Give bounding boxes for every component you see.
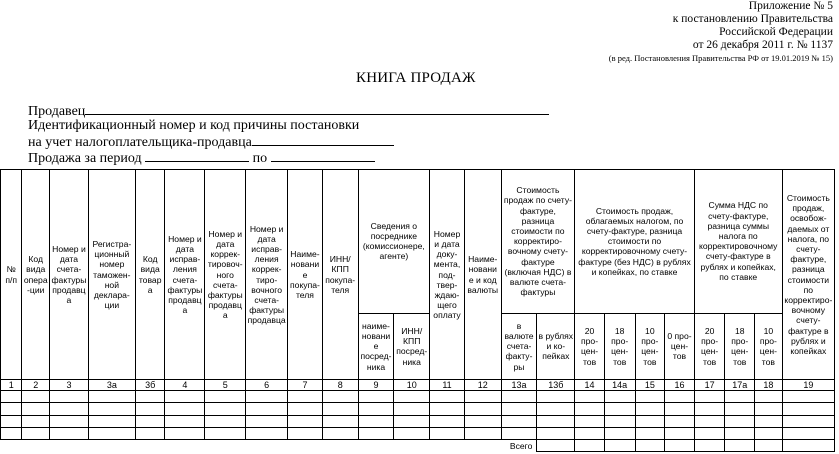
seller-label: Продавец xyxy=(28,104,86,119)
col-header-17-18: Сумма НДС по счету-фактуре, разница суммы налога по корректировочному счету-фактуре в рублях и копейках, по ставке xyxy=(694,170,782,314)
inn-row-1 xyxy=(28,118,549,134)
total-cell[interactable] xyxy=(665,439,695,451)
col-header-3b: Код вида товара xyxy=(135,170,165,380)
col-number: 13б xyxy=(537,380,575,391)
col-number: 14а xyxy=(604,380,635,391)
col-header-17a: 18 про-цен-тов xyxy=(725,313,755,380)
appendix-line-4: от 26 декабря 2011 г. № 1137 xyxy=(692,39,833,51)
col-number: 3б xyxy=(135,380,165,391)
col-number: 7 xyxy=(288,380,323,391)
period-row xyxy=(28,149,549,165)
period-to-label: по xyxy=(252,150,268,166)
col-header-5: Номер и дата коррек-тировоч-ного счета-фактуры продавца xyxy=(205,170,246,380)
col-number: 9 xyxy=(358,380,394,391)
col-number: 10 xyxy=(394,380,430,391)
inn-label-2: на учет налогоплательщика-продавца xyxy=(28,135,252,150)
total-cell[interactable] xyxy=(604,439,635,451)
appendix-line-3: Российской Федерации xyxy=(719,26,833,38)
total-label: Всего xyxy=(1,439,537,451)
total-cell[interactable] xyxy=(694,439,725,451)
col-header-12: Наиме-новани е и код валюты xyxy=(464,170,501,380)
col-header-14a: 18 про-цен-тов xyxy=(604,313,635,380)
col-header-13b: в рублях и ко-пейках xyxy=(537,313,575,380)
table-row[interactable] xyxy=(1,403,835,415)
total-cell[interactable] xyxy=(755,439,783,451)
inn-row-2 xyxy=(28,133,549,149)
header-fields xyxy=(28,102,549,164)
col-header-15: 10 про-цен-тов xyxy=(635,313,665,380)
col-header-11: Номер и дата доку-мента, под-твер-ждаю-щего оплату xyxy=(430,170,465,380)
table-row[interactable] xyxy=(1,391,835,403)
table-row[interactable] xyxy=(1,415,835,427)
col-number: 14 xyxy=(575,380,605,391)
col-number: 19 xyxy=(782,380,834,391)
col-header-4: Номер и дата исправ-ления счета-фактуры продавца xyxy=(165,170,205,380)
appendix-line-2: к постановлению Правительства xyxy=(672,13,833,25)
col-header-7: Наиме-новани е покупа-теля xyxy=(288,170,323,380)
col-number: 11 xyxy=(430,380,465,391)
col-header-8: ИНН/ КПП покупа-теля xyxy=(322,170,358,380)
seller-row xyxy=(28,102,549,118)
total-cell[interactable] xyxy=(782,439,834,451)
col-header-13: Стоимость продаж по счету-фактуре, разница стоимости по корректиро-вочному счету-фактуре (включая НДС) в валюте счета-фактуры xyxy=(501,170,575,314)
col-header-17: 20 про-цен-тов xyxy=(694,313,725,380)
table-row[interactable] xyxy=(1,427,835,439)
col-header-18: 10 про-цен-тов xyxy=(755,313,783,380)
total-cell[interactable] xyxy=(575,439,605,451)
total-cell[interactable] xyxy=(537,439,575,451)
appendix-header xyxy=(533,0,833,64)
col-header-2: Код вида опера-ции xyxy=(22,170,50,380)
appendix-line-1: Приложение № 5 xyxy=(748,0,833,12)
col-number: 13а xyxy=(501,380,537,391)
total-cell[interactable] xyxy=(635,439,665,451)
col-number: 6 xyxy=(246,380,288,391)
col-number: 17 xyxy=(694,380,725,391)
sales-book-table xyxy=(0,169,835,452)
col-number: 4 xyxy=(165,380,205,391)
col-header-3a: Регистра-ционный номер таможен-ной деклара-ции xyxy=(88,170,135,380)
col-header-14: 20 про-цен-тов xyxy=(575,313,605,380)
col-number: 17а xyxy=(725,380,755,391)
col-number: 16 xyxy=(665,380,695,391)
col-number: 1 xyxy=(1,380,22,391)
total-cell[interactable] xyxy=(725,439,755,451)
col-number: 12 xyxy=(464,380,501,391)
period-to-line[interactable] xyxy=(271,149,375,162)
col-number: 5 xyxy=(205,380,246,391)
col-header-9: наиме-новани е посред-ника xyxy=(358,313,394,380)
col-number: 3 xyxy=(50,380,89,391)
col-header-14-16: Стоимость продаж, облагаемых налогом, по счету-фактуре, разница стоимости по корректировочному счету-фактуре (без НДС) в рублях и копейках, по ставке xyxy=(575,170,695,314)
inn-line[interactable] xyxy=(252,133,394,146)
period-from-line[interactable] xyxy=(145,149,249,162)
col-header-3: Номер и дата счета-фактуры продавца xyxy=(50,170,89,380)
totals-row xyxy=(1,439,835,451)
column-numbers-row xyxy=(1,380,835,391)
col-header-1: № п/п xyxy=(1,170,22,380)
col-header-19: Стоимость продаж, освобож-даемых от налога, по счету-фактуре, разница стоимости по корректиро-вочному счету-фактуре в рублях и копейках xyxy=(782,170,834,380)
period-label: Продажа за период xyxy=(28,150,142,166)
col-number: 15 xyxy=(635,380,665,391)
appendix-line-5: (в ред. Постановления Правительства РФ от 19.01.2019 № 15) xyxy=(608,53,833,63)
col-header-6: Номер и дата исправ-ления коррек-тиро-вочного счета-фактуры продавца xyxy=(246,170,288,380)
col-header-13a: в валюте счета-факту-ры xyxy=(501,313,537,380)
col-header-9-10: Сведения о посреднике (комиссионере, агенте) xyxy=(358,170,430,314)
page-title: КНИГА ПРОДАЖ xyxy=(356,70,476,86)
col-header-10: ИНН/ КПП посред-ника xyxy=(394,313,430,380)
col-number: 8 xyxy=(322,380,358,391)
col-number: 18 xyxy=(755,380,783,391)
col-number: 2 xyxy=(22,380,50,391)
col-header-16: 0 про-цен-тов xyxy=(665,313,695,380)
inn-label-1: Идентификационный номер и код причины постановки xyxy=(28,117,360,133)
col-number: 3а xyxy=(88,380,135,391)
seller-line[interactable] xyxy=(85,102,549,115)
